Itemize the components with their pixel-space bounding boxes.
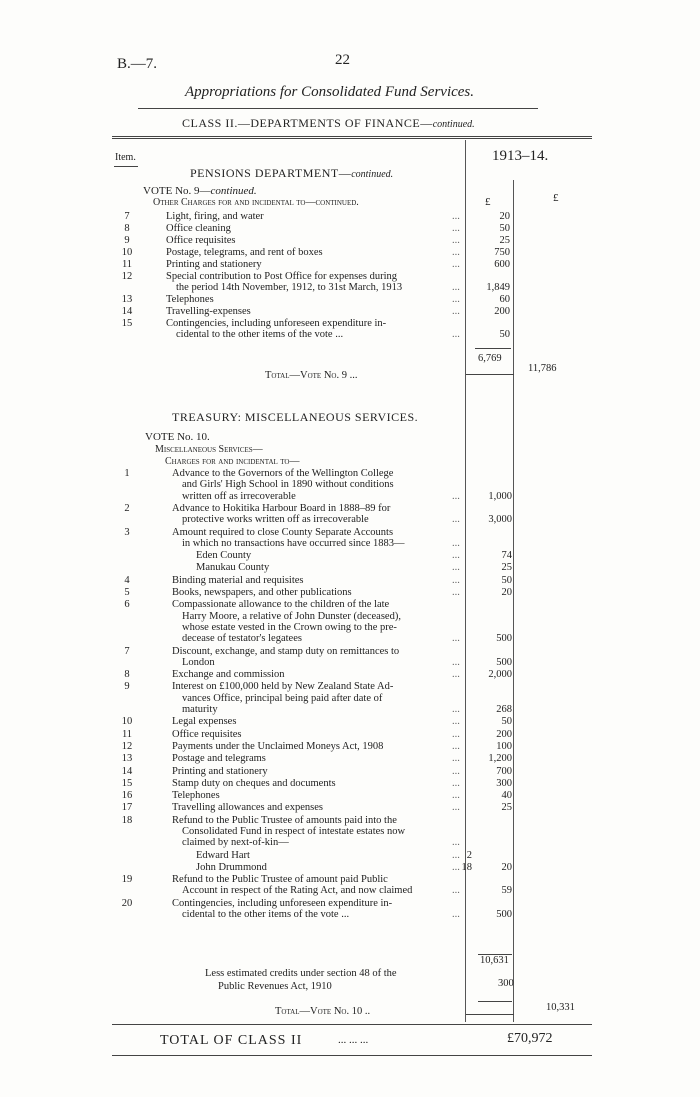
leader-dots: ...	[452, 550, 460, 562]
table-row	[112, 681, 588, 715]
item-description: Consolidated Fund in respect of intestate estates now	[182, 825, 406, 837]
table-row	[112, 729, 588, 740]
item-amount: 60	[499, 294, 510, 305]
item-number: 17	[121, 802, 133, 814]
item-number: 11	[121, 259, 133, 270]
item-amount: 500	[496, 909, 512, 921]
item-description: Telephones	[166, 294, 214, 305]
table-row	[112, 669, 588, 680]
table-top-rule	[112, 136, 592, 137]
pensions-total: 11,786	[528, 363, 557, 374]
table-row	[112, 862, 588, 873]
item-description: Printing and stationery	[172, 765, 268, 777]
item-description: Amount required to close County Separate Accounts	[172, 526, 394, 538]
leader-dots: ...	[452, 703, 460, 715]
treasury-total-rule	[466, 1014, 514, 1015]
table-row	[112, 575, 588, 586]
item-description: and Girls' High School in 1890 without conditions	[182, 479, 394, 491]
leader-dots: ...	[452, 861, 460, 873]
item-amount: 1,200	[488, 753, 512, 765]
item-amount: 50	[501, 716, 512, 728]
less-credits-label-2: Public Revenues Act, 1910	[218, 981, 332, 992]
leader-dots: ...	[452, 716, 460, 728]
leader-dots: ...	[452, 490, 460, 502]
item-description: Legal expenses	[172, 716, 237, 728]
item-description: vances Office, principal being paid after date of	[182, 692, 383, 704]
item-amount: 100	[496, 740, 512, 752]
class-title: CLASS II.—DEPARTMENTS OF FINANCE—continued.	[182, 116, 475, 130]
item-amount: 200	[496, 728, 512, 740]
leader-dots: ...	[452, 765, 460, 777]
item-number: 9	[124, 235, 130, 246]
item-column-heading: Item.	[115, 152, 136, 163]
table-row	[112, 550, 588, 561]
item-heading-rule	[114, 166, 138, 167]
leader-dots: ...	[452, 223, 460, 234]
item-description: whose estate vested in the Crown owing to the pre-	[182, 621, 397, 633]
leader-dots: ...	[452, 656, 460, 668]
table-row	[112, 294, 588, 305]
table-row	[112, 646, 588, 669]
item-number: 12	[121, 271, 133, 282]
grand-total-bottom-rule	[112, 1055, 592, 1056]
leader-dots: ...	[452, 849, 460, 861]
leader-dots: ...	[452, 669, 460, 681]
item-description: Advance to the Governors of the Wellington College	[172, 468, 394, 479]
item-description: Postage, telegrams, and rent of boxes	[166, 247, 323, 258]
item-number: 15	[121, 777, 133, 789]
pensions-total-label: Total—Vote No. 9 ...	[265, 370, 358, 381]
table-row	[112, 235, 588, 246]
table-row	[112, 468, 588, 502]
leader-dots: ...	[452, 753, 460, 765]
leader-dots: ...	[452, 587, 460, 598]
pensions-total-rule	[466, 374, 514, 375]
treasury-subtotal: 10,631	[480, 955, 509, 966]
item-description: Light, firing, and water	[166, 211, 264, 222]
leader-dots: ...	[452, 633, 460, 645]
item-number: 15	[121, 318, 133, 329]
item-description: Refund to the Public Trustee of amount paid Public	[172, 874, 388, 886]
treasury-section-title: TREASURY: MISCELLANEOUS SERVICES.	[172, 410, 419, 424]
pensions-vote-heading: VOTE No. 9—continued.	[143, 185, 257, 197]
sub-amount: 2	[466, 849, 472, 861]
item-amount: 268	[496, 703, 512, 715]
leader-dots: ...	[452, 574, 460, 586]
item-number: 11	[121, 728, 133, 740]
table-row	[112, 741, 588, 752]
item-number: 8	[124, 669, 130, 681]
item-description: Contingencies, including unforeseen expenditure in-	[166, 318, 387, 329]
item-amount: 1,000	[488, 490, 512, 502]
table-row	[112, 850, 588, 861]
item-description: Books, newspapers, and other publications	[172, 587, 352, 598]
grand-total-value: £70,972	[507, 1031, 553, 1046]
leader-dots: ...	[452, 837, 460, 849]
item-description: written off as irrecoverable	[182, 490, 296, 502]
leader-dots: ...	[452, 802, 460, 814]
item-description: John Drummond	[196, 861, 267, 873]
table-row	[112, 766, 588, 777]
leader-dots: ...	[452, 562, 460, 574]
item-description: Travelling allowances and expenses	[172, 802, 323, 814]
item-amount: 25	[499, 235, 510, 246]
table-row	[112, 716, 588, 727]
leader-dots: ...	[452, 294, 460, 305]
table-row	[112, 503, 588, 526]
item-amount: 50	[499, 329, 510, 340]
item-description: Advance to Hokitika Harbour Board in 1888–89 for	[172, 502, 391, 514]
item-number: 19	[121, 874, 133, 886]
item-description: Contingencies, including unforeseen expenditure in-	[172, 897, 393, 909]
year-heading: 1913–14.	[492, 148, 549, 164]
table-row	[112, 898, 588, 921]
item-description: Binding material and requisites	[172, 574, 304, 586]
page-reference: B.—7.	[117, 56, 158, 72]
leader-dots: ...	[452, 909, 460, 921]
item-amount: 25	[501, 802, 512, 814]
item-description: Office cleaning	[166, 223, 231, 234]
item-description: decease of testator's legatees	[182, 633, 302, 645]
item-description: Office requisites	[172, 728, 242, 740]
item-description: Interest on £100,000 held by New Zealand State Ad-	[172, 681, 394, 693]
item-number: 3	[124, 526, 130, 538]
leader-dots: ...	[452, 514, 460, 526]
table-row	[112, 271, 588, 293]
page-title: Appropriations for Consolidated Fund Services.	[185, 84, 475, 100]
grand-total-top-rule	[112, 1024, 592, 1025]
item-description: Harry Moore, a relative of John Dunster (deceased),	[182, 610, 401, 622]
page-number: 22	[335, 52, 350, 68]
item-number: 5	[124, 587, 130, 598]
item-amount: 20	[501, 587, 512, 598]
item-number: 2	[124, 502, 130, 514]
grand-total-dots: ... ... ...	[338, 1034, 369, 1046]
item-amount: 59	[501, 885, 512, 897]
item-amount: 600	[494, 259, 510, 270]
table-row	[112, 223, 588, 234]
table-top-rule-2	[112, 138, 592, 139]
item-description: Refund to the Public Trustee of amounts paid into the	[172, 814, 397, 826]
item-number: 18	[121, 814, 133, 826]
pensions-section-title: PENSIONS DEPARTMENT—continued.	[190, 166, 394, 180]
table-row	[112, 527, 588, 550]
grand-total-label: TOTAL OF CLASS II	[160, 1033, 303, 1048]
table-row	[112, 599, 588, 644]
item-amount: 200	[494, 306, 510, 317]
item-amount: 300	[496, 777, 512, 789]
less-credits-label: Less estimated credits under section 48 of the	[205, 968, 397, 979]
leader-dots: ...	[452, 790, 460, 802]
currency-right: £	[553, 192, 559, 204]
treasury-subheading-2: Charges for and incidental to—	[165, 456, 300, 467]
pensions-subtotal-rule	[475, 348, 511, 349]
item-description: Travelling-expenses	[166, 306, 251, 317]
pensions-subheading: Other Charges for and incidental to—continued.	[153, 197, 359, 208]
leader-dots: ...	[452, 777, 460, 789]
item-amount: 40	[501, 790, 512, 802]
item-description: London	[182, 656, 215, 668]
leader-dots: ...	[452, 329, 460, 340]
item-number: 13	[121, 753, 133, 765]
item-number: 14	[121, 306, 133, 317]
leader-dots: ...	[452, 282, 460, 293]
treasury-vote-heading: VOTE No. 10.	[145, 431, 210, 443]
table-row	[112, 778, 588, 789]
item-amount: 20	[501, 861, 512, 873]
leader-dots: ...	[452, 247, 460, 258]
item-number: 4	[124, 574, 130, 586]
item-description: cidental to the other items of the vote ...	[176, 329, 344, 340]
item-description: Postage and telegrams	[172, 753, 266, 765]
item-description: Exchange and commission	[172, 669, 285, 681]
item-description: Telephones	[172, 790, 220, 802]
treasury-subheading: Miscellaneous Services—	[155, 444, 263, 455]
item-description: cidental to the other items of the vote ...	[182, 909, 350, 921]
leader-dots: ...	[452, 885, 460, 897]
item-amount: 25	[501, 562, 512, 574]
item-amount: 50	[501, 574, 512, 586]
item-number: 8	[124, 223, 130, 234]
item-description: Payments under the Unclaimed Moneys Act, 1908	[172, 740, 384, 752]
table-row	[112, 802, 588, 813]
item-number: 7	[124, 211, 130, 222]
leader-dots: ...	[452, 235, 460, 246]
item-amount: 700	[496, 765, 512, 777]
table-row	[112, 211, 588, 222]
table-row	[112, 259, 588, 270]
item-number: 10	[121, 716, 133, 728]
item-amount: 74	[501, 550, 512, 562]
leader-dots: ...	[452, 537, 460, 549]
table-row	[112, 790, 588, 801]
item-description: maturity	[182, 703, 218, 715]
item-amount: 500	[496, 656, 512, 668]
item-number: 16	[121, 790, 133, 802]
table-row	[112, 874, 588, 897]
table-row	[112, 306, 588, 317]
item-description: the period 14th November, 1912, to 31st March, 1913	[176, 282, 403, 293]
item-number: 12	[121, 740, 133, 752]
item-amount: 20	[499, 211, 510, 222]
leader-dots: ...	[452, 306, 460, 317]
item-description: claimed by next-of-kin—	[182, 837, 289, 849]
leader-dots: ...	[452, 259, 460, 270]
leader-dots: ...	[452, 740, 460, 752]
item-number: 1	[124, 468, 130, 479]
item-number: 13	[121, 294, 133, 305]
sub-amount: 18	[461, 861, 472, 873]
treasury-total: 10,331	[546, 1002, 575, 1013]
item-description: in which no transactions have occurred since 1883—	[182, 537, 405, 549]
item-amount: 500	[496, 633, 512, 645]
item-description: protective works written off as irrecoverable	[182, 514, 369, 526]
item-number: 6	[124, 599, 130, 611]
treasury-net-rule	[478, 1001, 512, 1002]
item-description: Special contribution to Post Office for expenses during	[166, 271, 398, 282]
item-amount: 2,000	[488, 669, 512, 681]
item-number: 9	[124, 681, 130, 693]
item-amount: 1,849	[486, 282, 510, 293]
treasury-total-label: Total—Vote No. 10 ..	[275, 1006, 371, 1017]
item-amount: 750	[494, 247, 510, 258]
currency-left: £	[485, 196, 491, 208]
item-number: 20	[121, 897, 133, 909]
item-description: Office requisites	[166, 235, 236, 246]
item-description: Edward Hart	[196, 849, 250, 861]
item-number: 7	[124, 645, 130, 657]
item-description: Printing and stationery	[166, 259, 262, 270]
item-number: 14	[121, 765, 133, 777]
item-amount: 3,000	[488, 514, 512, 526]
item-description: Stamp duty on cheques and documents	[172, 777, 336, 789]
item-description: Compassionate allowance to the children of the late	[172, 599, 390, 611]
title-rule	[138, 108, 538, 109]
table-row	[112, 562, 588, 573]
table-row	[112, 815, 588, 849]
item-description: Account in respect of the Rating Act, and now claimed	[182, 885, 413, 897]
item-description: Discount, exchange, and stamp duty on remittances to	[172, 645, 400, 657]
item-number: 10	[121, 247, 133, 258]
less-credits-amount: 300	[498, 978, 514, 989]
table-row	[112, 318, 588, 340]
item-description: Eden County	[196, 550, 252, 562]
table-row	[112, 587, 588, 598]
leader-dots: ...	[452, 728, 460, 740]
leader-dots: ...	[452, 211, 460, 222]
pensions-subtotal: 6,769	[478, 353, 502, 364]
table-row	[112, 753, 588, 764]
table-row	[112, 247, 588, 258]
item-description: Manukau County	[196, 562, 270, 574]
item-amount: 50	[499, 223, 510, 234]
